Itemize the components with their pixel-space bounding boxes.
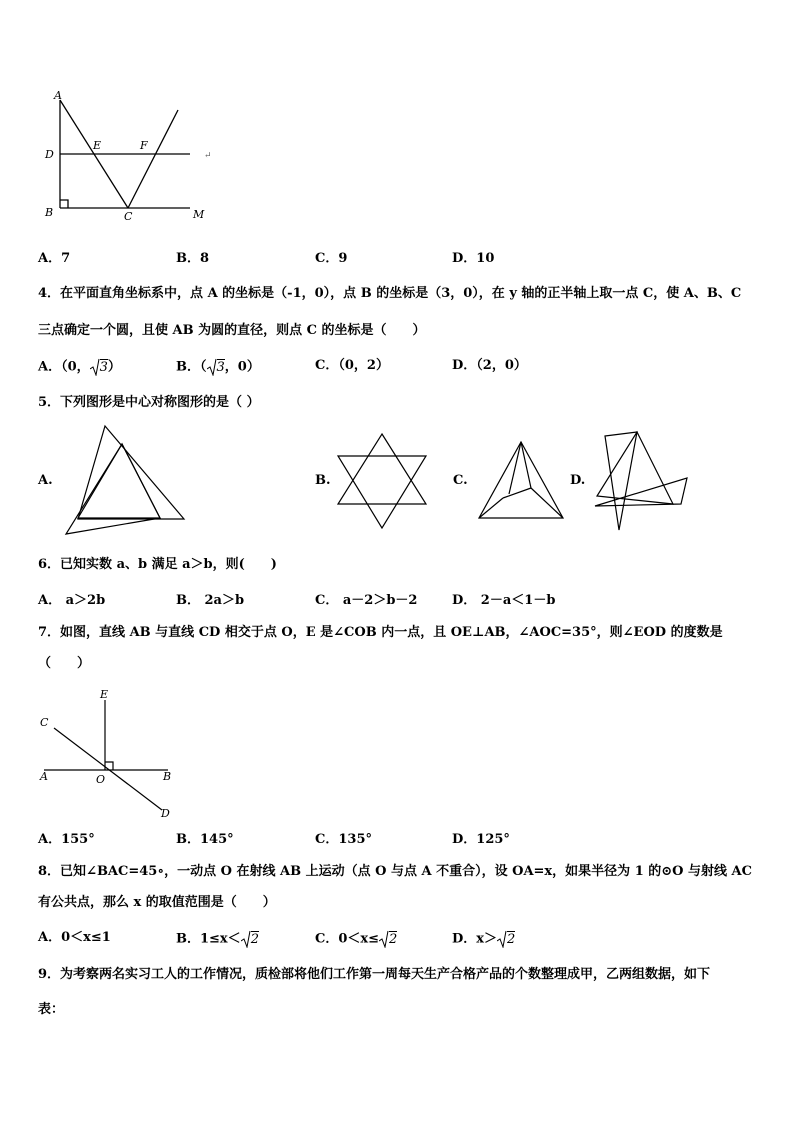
q7-figure-svg	[36, 686, 186, 820]
q5-option-c-letter[interactable]: C.	[453, 473, 468, 488]
q4-option-b-suffix: ，0）	[224, 359, 260, 375]
q4-option-a-radicand: 3	[99, 359, 108, 375]
q6-option-b[interactable]: B． 2a＞b	[176, 593, 245, 608]
q6-stem: 6．已知实数 a、b 满足 a＞b，则( )	[38, 557, 277, 572]
q4-stem-line2: 三点确定一个圆，且使 AB 为圆的直径，则点 C 的坐标是（ ）	[38, 323, 426, 338]
q4-option-d[interactable]: D．（2，0）	[452, 358, 527, 373]
q6-option-d[interactable]: D． 2－a＜1－b	[452, 593, 556, 608]
triangle-with-pinwheel-figure	[475, 440, 567, 522]
q3-option-d[interactable]: D．10	[452, 251, 495, 266]
sqrt-symbol	[207, 358, 217, 376]
inner-line-2	[531, 488, 563, 518]
label-a: A	[54, 89, 62, 102]
q7-option-a[interactable]: A．155°	[38, 832, 95, 847]
overlapping-triangles-figure	[60, 422, 190, 540]
q7-stem-line2: （ ）	[38, 656, 91, 671]
q8-option-b-prefix: B．1≤x＜	[176, 931, 241, 947]
q4-option-c[interactable]: C．（0，2）	[315, 358, 389, 373]
q7-option-d[interactable]: D．125°	[452, 832, 510, 847]
triangle-up	[338, 434, 426, 504]
q4-option-b-prefix: B．（	[176, 359, 207, 375]
sqrt-symbol	[379, 930, 389, 948]
right-angle-mark-o	[105, 762, 113, 770]
q8-option-a[interactable]: A．0＜x≤1	[38, 930, 111, 945]
label-e: E	[93, 139, 102, 152]
q4-option-a-prefix: A．（0，	[38, 359, 90, 375]
q8-stem-line2: 有公共点，那么 x 的取值范围是（ ）	[38, 895, 276, 910]
q8-option-c-prefix: C．0＜x≤	[315, 931, 380, 947]
q5-option-b-letter[interactable]: B.	[315, 473, 331, 488]
q3-figure	[40, 86, 220, 226]
triangle-1	[605, 432, 637, 530]
inner-line-5	[509, 442, 521, 494]
q4-stem-line1: 4．在平面直角坐标系中，点 A 的坐标是（-1，0），点 B 的坐标是（3，0），在 y 轴的正半轴上取一点 C，使 A、B、C	[38, 286, 742, 301]
q3-option-b[interactable]: B．8	[176, 251, 210, 266]
q8-stem-line1: 8．已知∠BAC=45∘，一动点 O 在射线 AB 上运动（点 O 与点 A 不重合），设 OA=x，如果半径为 1 的⊙O 与射线 AC	[38, 864, 752, 879]
label-o: O	[96, 773, 106, 786]
q8-option-b[interactable]	[176, 930, 259, 948]
segment-cf	[128, 110, 178, 208]
q4-option-a[interactable]	[38, 358, 121, 376]
q5-option-a-letter[interactable]: A.	[38, 473, 53, 488]
q3-option-a[interactable]: A．7	[38, 251, 71, 266]
inner-line-3	[503, 488, 531, 498]
sqrt-symbol	[497, 930, 507, 948]
q5-option-d-letter[interactable]: D.	[570, 473, 586, 488]
hexagram-figure	[334, 430, 430, 530]
q8-option-d-prefix: D．x＞	[452, 931, 498, 947]
q7-option-c[interactable]: C．135°	[315, 832, 372, 847]
overlapping-triangles-figure-d	[593, 430, 693, 532]
label-a: A	[40, 770, 48, 783]
label-f: F	[140, 139, 148, 152]
q6-option-c[interactable]: C． a－2＞b－2	[315, 593, 418, 608]
triangle-large	[78, 426, 184, 519]
label-d: D	[45, 148, 54, 161]
q4-option-a-suffix: ）	[107, 359, 121, 375]
q4-option-b-radicand: 3	[216, 359, 225, 375]
triangle-inner	[78, 444, 160, 518]
q8-option-c[interactable]	[315, 930, 397, 948]
q5-stem: 5．下列图形是中心对称图形的是（ ）	[38, 395, 260, 410]
triangle-skew	[66, 444, 160, 534]
label-m: M	[193, 208, 205, 221]
q8-option-d-radicand: 2	[507, 931, 516, 947]
label-e: E	[100, 688, 109, 701]
q8-option-b-radicand: 2	[250, 931, 259, 947]
q5-figure-c[interactable]	[475, 440, 567, 522]
q3-figure-svg	[40, 86, 220, 226]
q8-option-d[interactable]	[452, 930, 515, 948]
sqrt-symbol	[241, 930, 251, 948]
q7-option-b[interactable]: B．145°	[176, 832, 234, 847]
line-cd	[54, 728, 162, 810]
sqrt-symbol	[90, 358, 100, 376]
q7-figure	[36, 686, 186, 820]
q8-option-c-radicand: 2	[389, 931, 398, 947]
label-d: D	[161, 807, 170, 820]
q9-stem-line1: 9．为考察两名实习工人的工作情况，质检部将他们工作第一周每天生产合格产品的个数整理成甲，乙两组数据，如下	[38, 967, 711, 982]
q3-option-c[interactable]: C．9	[315, 251, 348, 266]
right-angle-mark-b	[60, 200, 68, 208]
label-b: B	[163, 770, 172, 783]
label-b: B	[45, 206, 54, 219]
triangle-2	[595, 478, 687, 506]
label-c: C	[124, 210, 133, 223]
label-c: C	[40, 716, 49, 729]
inner-line-4	[479, 498, 503, 518]
inner-line-1	[521, 442, 531, 488]
q6-option-a[interactable]: A． a＞2b	[38, 593, 106, 608]
triangle-down	[338, 456, 426, 528]
q5-figure-d[interactable]	[593, 430, 693, 532]
q9-stem-line2: 表：	[38, 1002, 65, 1017]
q4-option-b[interactable]	[176, 358, 260, 376]
q7-stem-line1: 7．如图，直线 AB 与直线 CD 相交于点 O，E 是∠COB 内一点，且 OE⊥AB，∠AOC=35°，则∠EOD 的度数是	[38, 625, 723, 640]
q5-figure-b[interactable]	[334, 430, 430, 530]
q5-figure-a[interactable]	[60, 422, 190, 540]
paragraph-return-mark: ↵	[204, 151, 212, 161]
